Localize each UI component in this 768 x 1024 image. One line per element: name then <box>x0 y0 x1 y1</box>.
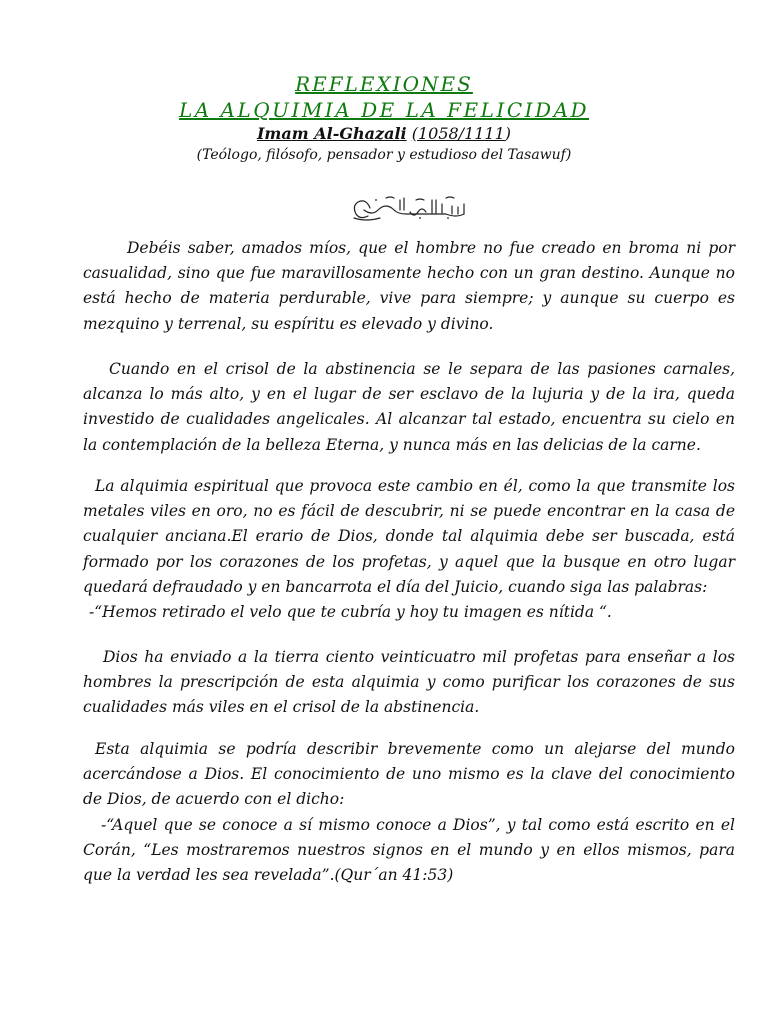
paragraph-3-text: La alquimia espiritual que provoca este cambio en él, como la que transmite los metales viles en oro, no es fácil de descubrir, ni se puede encontrar en la casa de cualquier anciana.El erario de Dios, donde tal alquimia debe ser buscada, está formado por los corazones de los profetas, y aquel que la busque en otro lugar quedará defraudado y en bancarrota el día del Juicio, cuando siga las palabras: <box>83 477 735 596</box>
title-reflexiones: REFLEXIONES <box>295 72 473 96</box>
author-dates: (1058/1111 <box>411 124 505 143</box>
basmala-calligraphy-icon <box>346 192 470 224</box>
paragraph-3-quote: -“Hemos retirado el velo que te cubría y hoy tu imagen es nítida “. <box>89 603 612 622</box>
paragraph-1: Debéis saber, amados míos, que el hombre no fue creado en broma ni por casualidad, sino que fue maravillosamente hecho con un gran destino. Aunque no está hecho de materia perdurable, vive para siempre; y aunque su cuerpo es mezquino y terrenal, su espíritu es elevado y divino. <box>83 239 735 333</box>
author-description: (Teólogo, filósofo, pensador y estudioso del Tasawuf) <box>196 147 572 163</box>
title-alquimia: LA ALQUIMIA DE LA FELICIDAD <box>178 98 590 122</box>
author-line <box>0 124 768 143</box>
paragraph-4: Dios ha enviado a la tierra ciento veinticuatro mil profetas para enseñar a los hombres la prescripción de esta alquimia y como purificar los corazones de sus cualidades más viles en el crisol de la abstinencia. <box>83 648 735 717</box>
paragraph-5-text: Esta alquimia se podría describir brevemente como un alejarse del mundo acercándose a Dios. El conocimiento de uno mismo es la clave del conocimiento de Dios, de acuerdo con el dicho: <box>83 740 735 809</box>
paragraph-5-quote: -“Aquel que se conoce a sí mismo conoce a Dios”, y tal como está escrito en el Corán, “Les mostraremos nuestros signos en el mundo y en ellos mismos, para que la verdad les sea revelada”.(Qur´an 41:53) <box>83 815 735 885</box>
paragraph-2: Cuando en el crisol de la abstinencia se le separa de las pasiones carnales, alcanza lo más alto, y en el lugar de ser esclavo de la lujuria y de la ira, queda investido de cualidades angelicales. Al alcanzar tal estado, encuentra su cielo en la contemplación de la belleza Eterna, y nunca más en las delicias de la carne. <box>83 360 735 454</box>
author-dates-close: ) <box>504 124 512 143</box>
author-name: Imam Al-Ghazali <box>256 124 407 143</box>
paragraph-3 <box>83 474 735 625</box>
paragraph-5 <box>83 737 735 888</box>
